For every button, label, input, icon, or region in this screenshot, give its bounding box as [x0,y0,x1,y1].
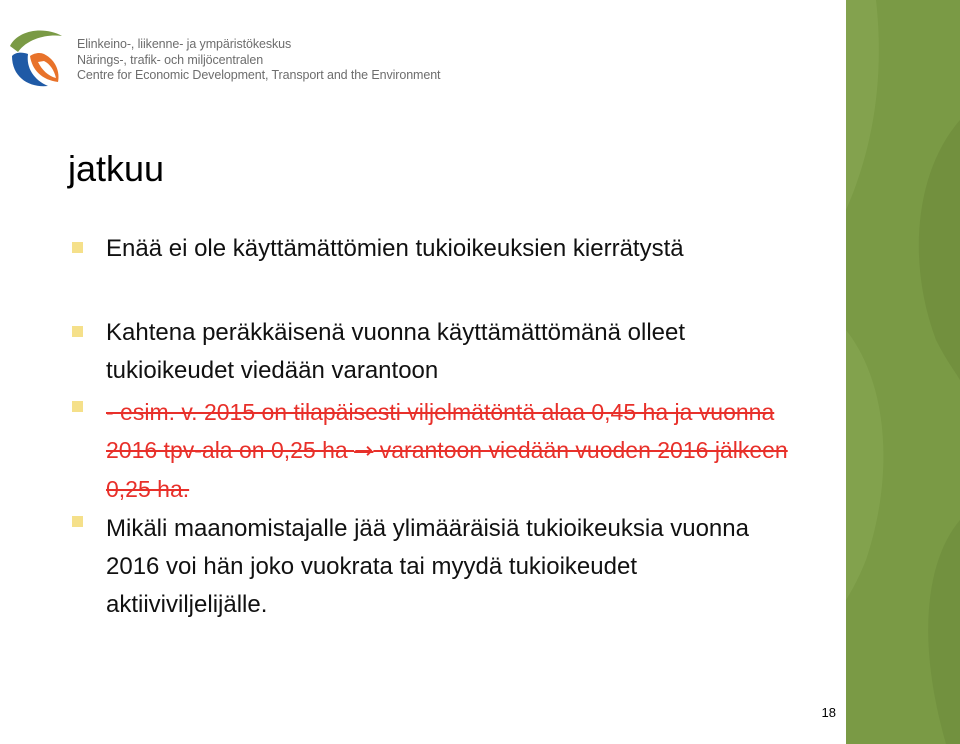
organization-name [77,37,440,84]
bullet-square-icon [72,242,83,253]
org-line-fi: Elinkeino-, liikenne- ja ympäristökeskus [77,37,292,51]
arrow-right-icon: → [354,438,374,464]
struck-text-after: varantoon viedään vuoden 2016 jälkeen 0,25 ha. [106,437,788,502]
ely-logo-icon [4,26,66,92]
slide-title: jatkuu [68,148,165,189]
leaf-pattern-icon [846,0,960,744]
bullet-text: Enää ei ole käyttämättömien tukioikeuksien kierrätystä [106,235,684,262]
page-number: 18 [821,705,836,720]
struck-text-before: - esim. v. 2015 on tilapäisesti viljelmätöntä alaa 0,45 ha ja vuonna 2016 tpv-ala on 0,25 ha [106,399,775,463]
bullet-text-struck [106,393,796,508]
bullet-square-icon [72,401,83,412]
bullet-text: Mikäli maanomistajalle jää ylimääräisiä tukioikeuksia vuonna 2016 voi hän joko vuokrata tai myydä tukioikeudet aktiiviviljelijälle. [106,515,749,618]
decorative-green-band [846,0,960,744]
bullet-square-icon [72,326,83,337]
bullet-square-icon [72,516,83,527]
org-line-en: Centre for Economic Development, Transport and the Environment [77,68,441,82]
bullet-text: Kahtena peräkkäisenä vuonna käyttämättömänä olleet tukioikeudet viedään varantoon [106,319,686,384]
ely-logo [4,26,66,92]
org-line-sv: Närings-, trafik- och miljöcentralen [77,52,264,67]
page-number-box [790,680,846,744]
